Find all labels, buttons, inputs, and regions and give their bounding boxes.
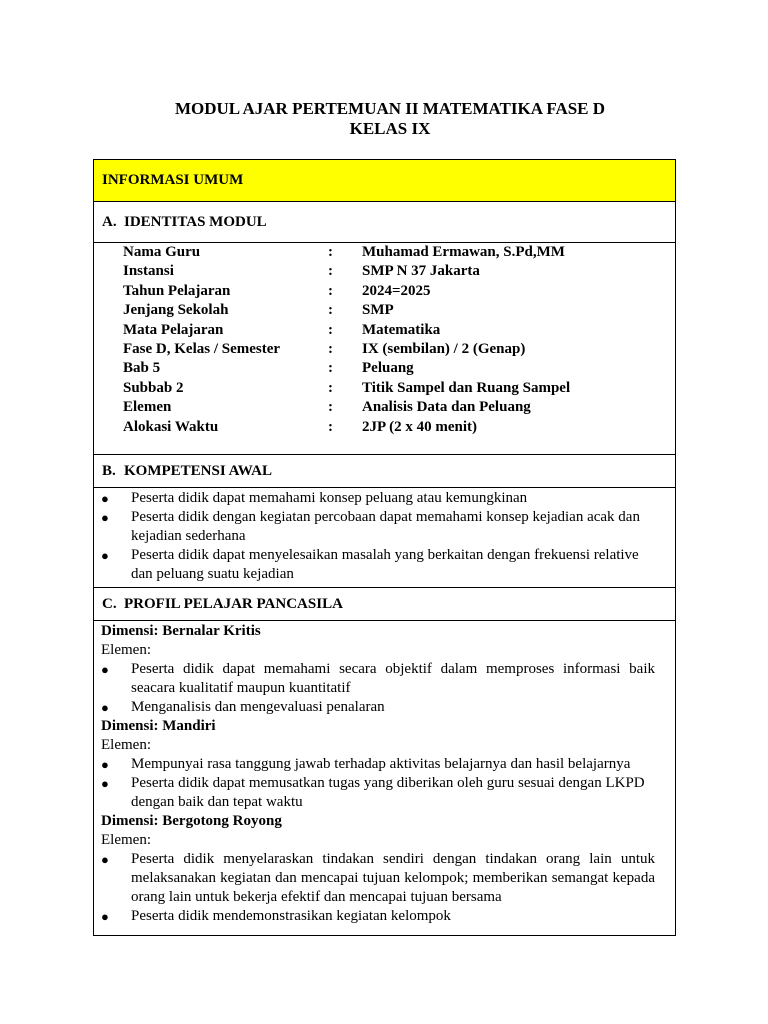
identity-colon: : (328, 379, 333, 396)
module-info-table (93, 159, 676, 936)
bullet-item (101, 698, 655, 717)
informasi-umum-label: INFORMASI UMUM (102, 172, 244, 188)
title-line-1: MODUL AJAR PERTEMUAN II MATEMATIKA FASE D (174, 99, 606, 118)
identity-label: Mata Pelajaran (123, 321, 224, 338)
section-b-list (94, 488, 675, 588)
identity-colon: : (328, 282, 333, 299)
bullet-text: Peserta didik menyelaraskan tindakan sendiri dengan tindakan orang lain untuk melaksanakan kegiatan dan mencapai tujuan kelompok; memberikan semangat kepada orang lain untuk bekerja efektif dan mencapai tujuan bersama (131, 851, 655, 905)
bullet-icon: ● (101, 700, 109, 715)
bullet-item (101, 850, 655, 907)
informasi-umum-header (94, 160, 675, 202)
bullet-text: Peserta didik dapat menyelesaikan masalah yang berkaitan dengan frekuensi relative dan peluang suatu kejadian (131, 547, 639, 582)
bullet-item (101, 508, 655, 546)
identity-value: IX (sembilan) / 2 (Genap) (362, 341, 526, 358)
identity-colon: : (328, 418, 333, 435)
bullet-text: Peserta didik mendemonstrasikan kegiatan kelompok (131, 908, 451, 924)
bullet-icon: ● (101, 491, 109, 506)
identity-colon: : (328, 244, 333, 260)
section-a-title: IDENTITAS MODUL (124, 213, 267, 230)
bullet-text: Peserta didik dapat memahami secara objektif dalam memproses informasi baik seacara kualitatif maupun kuantitatif (131, 661, 655, 696)
identity-row (123, 301, 675, 320)
bullet-text: Peserta didik dapat memahami konsep peluang atau kemungkinan (131, 490, 528, 506)
section-c-content (94, 621, 675, 935)
identity-row (123, 340, 675, 359)
bullet-text: Peserta didik dapat memusatkan tugas yang diberikan oleh guru sesuai dengan LKPD dengan baik dan tepat waktu (131, 775, 645, 810)
bullet-item (101, 660, 655, 698)
identity-value: Muhamad Ermawan, S.Pd,MM (362, 244, 565, 260)
bullet-icon: ● (101, 909, 109, 924)
elemen-label: Elemen: (101, 642, 151, 658)
identity-row (123, 379, 675, 398)
identity-rows (94, 243, 675, 455)
section-c-number: C. (102, 595, 117, 612)
identity-row (123, 418, 675, 437)
identity-row (123, 359, 675, 378)
bullet-item (101, 774, 655, 812)
identity-value: Titik Sampel dan Ruang Sampel (362, 379, 571, 396)
identity-colon: : (328, 341, 333, 358)
identity-label: Fase D, Kelas / Semester (123, 341, 281, 358)
bullet-text: Menganalisis dan mengevaluasi penalaran (131, 699, 385, 715)
identity-value: Matematika (362, 321, 441, 338)
identity-label: Tahun Pelajaran (123, 282, 231, 299)
title-line-2: KELAS IX (349, 119, 431, 138)
identity-value: 2024=2025 (362, 282, 431, 299)
identity-value: SMP N 37 Jakarta (362, 263, 480, 280)
identity-label: Jenjang Sekolah (123, 302, 229, 319)
bullet-item (101, 546, 655, 584)
identity-value: Analisis Data dan Peluang (362, 399, 531, 416)
identity-colon: : (328, 263, 333, 280)
identity-row (123, 243, 675, 262)
section-b-header (94, 455, 675, 488)
bullet-item (101, 489, 655, 508)
bullet-icon: ● (101, 757, 109, 772)
identity-label: Subbab 2 (123, 379, 184, 396)
identity-colon: : (328, 399, 333, 416)
section-b-title: KOMPETENSI AWAL (124, 462, 272, 479)
identity-colon: : (328, 321, 333, 338)
identity-label: Bab 5 (123, 360, 161, 377)
section-a-header (94, 202, 675, 243)
identity-label: Alokasi Waktu (123, 418, 219, 435)
identity-row (123, 398, 675, 417)
bullet-item (101, 755, 655, 774)
section-c-title: PROFIL PELAJAR PANCASILA (124, 595, 343, 612)
bullet-icon: ● (101, 852, 109, 867)
bullet-icon: ● (101, 510, 109, 525)
document-title (150, 99, 630, 139)
identity-value: 2JP (2 x 40 menit) (362, 418, 477, 435)
bullet-text: Mempunyai rasa tanggung jawab terhadap aktivitas belajarnya dan hasil belajarnya (131, 756, 631, 772)
elemen-label: Elemen: (101, 737, 151, 753)
dimension-title: Dimensi: Mandiri (101, 718, 216, 734)
bullet-icon: ● (101, 776, 109, 791)
section-a-number: A. (102, 213, 117, 230)
identity-colon: : (328, 360, 333, 377)
elemen-label: Elemen: (101, 832, 151, 848)
identity-label: Instansi (123, 263, 174, 280)
bullet-item (101, 907, 655, 926)
bullet-icon: ● (101, 662, 109, 677)
identity-label: Nama Guru (123, 244, 201, 260)
bullet-icon: ● (101, 548, 109, 563)
identity-row (123, 282, 675, 301)
identity-row (123, 321, 675, 340)
identity-row (123, 262, 675, 281)
section-c-header (94, 588, 675, 621)
dimension-title: Dimensi: Bergotong Royong (101, 813, 282, 829)
identity-label: Elemen (123, 399, 172, 416)
identity-value: SMP (362, 302, 394, 319)
identity-colon: : (328, 302, 333, 319)
dimension-title: Dimensi: Bernalar Kritis (101, 623, 261, 639)
identity-value: Peluang (362, 360, 414, 377)
bullet-text: Peserta didik dengan kegiatan percobaan dapat memahami konsep kejadian acak dan kejadian sederhana (131, 509, 640, 544)
section-b-number: B. (102, 462, 116, 479)
